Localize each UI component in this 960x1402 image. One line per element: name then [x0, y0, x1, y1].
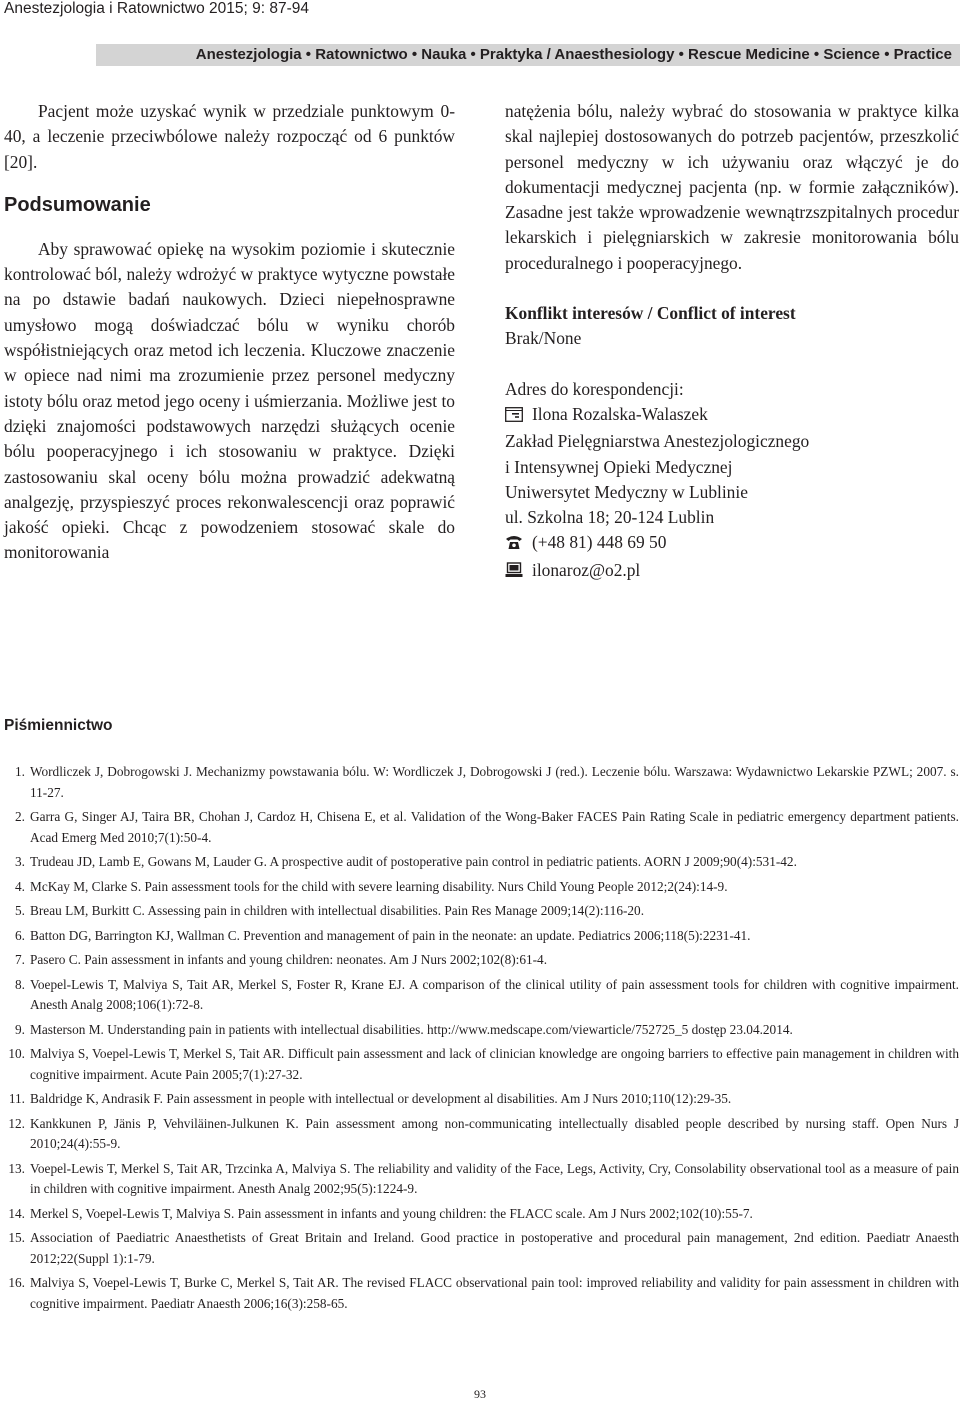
- envelope-icon: [505, 404, 523, 429]
- reference-number: 10.: [8, 1046, 25, 1061]
- reference-number: 1.: [15, 764, 25, 779]
- reference-number: 16.: [8, 1275, 25, 1290]
- reference-text: Malviya S, Voepel-Lewis T, Merkel S, Tait AR. Difficult pain assessment and lack of clinician knowledge are ongoing barriers to effective pain management in children with cognitive impairment. Acute Pain 2005;7(1):27-32.: [30, 1046, 959, 1082]
- university-line: Uniwersytet Medyczny w Lublinie: [505, 481, 748, 502]
- reference-text: Wordliczek J, Dobrogowski J. Mechanizmy powstawania bólu. W: Wordliczek J, Dobrogowski J (red.). Leczenie bólu. Warszawa: Wydawnictwo Lekarskie PZWL; 2007. s. 11-27.: [30, 764, 959, 800]
- reference-text: Garra G, Singer AJ, Taira BR, Chohan J, Cardoz H, Chisena E, et al. Validation of the Wong-Baker FACES Pain Rating Scale in pediatric emergency department patients. Acad Emerg Med 2010;7(1):50-4.: [30, 809, 959, 845]
- contact-name: Ilona Rozalska-Walaszek: [532, 403, 708, 424]
- banner-text: Anestezjologia • Ratownictwo • Nauka • Praktyka / Anaesthesiology • Rescue Medicine • Science • Practice: [195, 46, 952, 63]
- reference-item: [0, 926, 960, 947]
- reference-text: Voepel-Lewis T, Merkel S, Tait AR, Trzcinka A, Malviya S. The reliability and validity of the Face, Legs, Activity, Cry, Consolability observational tool as a measure of pain in children with cognitive impairment. Anesth Analg 2002;95(5):1224-9.: [30, 1160, 959, 1196]
- reference-item: [0, 1020, 960, 1041]
- reference-number: 4.: [15, 878, 25, 894]
- reference-text: Malviya S, Voepel-Lewis T, Burke C, Merkel S, Tait AR. The revised FLACC observational pain tool: improved reliability and validity for pain assessment in children with cognitive impairment. Paediatr Anaesth 2006;16(3):258-65.: [30, 1275, 959, 1311]
- reference-text: Merkel S, Voepel-Lewis T, Malviya S. Pain assessment in infants and young children: the FLACC scale. Am J Nurs 2002;102(10):55-7.: [30, 1205, 753, 1221]
- phone-number: (+48 81) 448 69 50: [532, 532, 667, 553]
- contact-name-line: [505, 402, 959, 429]
- continuation-paragraph: natężenia bólu, należy wybrać do stosowania w praktyce kilka skal najlepiej dostosowanych do potrzeb pacjentów, przeszkolić personel medyczny w ich używaniu oraz włączyć je do dokumentacji medycznej pacjenta (np. w formie załączników). Zasadne jest także wprowadzenie wewnątrzszpitalnych procedur lekarskich i pielęgniarskich w zakresie monitorowania bólu proceduralnego i pooperacyjnego.: [505, 101, 959, 273]
- reference-number: 3.: [15, 854, 25, 869]
- reference-number: 13.: [8, 1160, 25, 1176]
- reference-number: 8.: [15, 976, 25, 992]
- reference-list: [0, 762, 960, 1318]
- reference-number: 7.: [15, 952, 25, 967]
- reference-number: 2.: [15, 809, 25, 824]
- reference-item: [0, 877, 960, 898]
- reference-item: [0, 1089, 960, 1110]
- reference-item: [0, 1273, 960, 1314]
- reference-text: Voepel-Lewis T, Malviya S, Tait AR, Merkel S, Foster R, Krane EJ. A comparison of the clinical utility of pain assessment tools for children with cognitive impairment. Anesth Analg 2008;106(1):72-8.: [30, 976, 959, 1012]
- reference-number: 9.: [15, 1021, 25, 1037]
- journal-banner: [96, 44, 960, 66]
- unit-line: i Intensywnej Opieki Medycznej: [505, 456, 733, 477]
- reference-text: McKay M, Clarke S. Pain assessment tools for the child with severe learning disability. Nurs Child Young People 2012;2(24):14-9.: [30, 878, 728, 894]
- reference-item: [0, 975, 960, 1016]
- reference-number: 14.: [8, 1205, 25, 1221]
- summary-paragraph: Aby sprawować opiekę na wysokim poziomie i skutecznie kontrolować ból, należy wdrożyć w praktyce wytyczne powstałe na po dstawie badań naukowych. Dzieci niepełnosprawne umysłowo mogą doświadczać bólu w wyniku chorób współistniejących oraz metod ich leczenia. Kluczowe znaczenie w opiece nad nimi ma zrozumienie przez personel medyczny istoty bólu oraz metod jego oceny i uśmierzania. Możliwe jest to dzięki znajomości podstawowych narzędzi służących ocenie bólu pooperacyjnego i ich stosowaniu w praktyce. Dzięki zastosowaniu skal oceny bólu można prowadzić adekwatną analgezję, przyspieszyć proces rekonwalescencji oraz poprawić jakość opieki. Chcąc z powodzeniem stosować skale do monitorowania: [4, 238, 455, 563]
- reference-text: Pasero C. Pain assessment in infants and young children: neonates. Am J Nurs 2002;102(8):61-4.: [30, 952, 548, 967]
- street-line: ul. Szkolna 18; 20-124 Lublin: [505, 507, 715, 528]
- phone-icon: [505, 532, 523, 557]
- department-line: Zakład Pielęgniarstwa Anestezjologicznego: [505, 431, 810, 452]
- address-label: Adres do korespondencji:: [505, 378, 684, 399]
- page-number: 93: [474, 1387, 486, 1401]
- reference-item: [0, 1159, 960, 1200]
- reference-text: Association of Paediatric Anaesthetists of Great Britain and Ireland. Good practice in postoperative and procedural pain management, 2nd edition. Paediatr Anaesth 2012;22(Suppl 1):1-79.: [30, 1230, 959, 1266]
- conflict-value: Brak/None: [505, 328, 582, 349]
- reference-number: 5.: [15, 903, 25, 918]
- reference-text: Kankkunen P, Jänis P, Vehviläinen-Julkunen K. Pain assessment among non-communicating intellectually disabled people described by nursing staff. Open Nurs J 2010;24(4):55-9.: [30, 1115, 959, 1151]
- reference-text: Masterson M. Understanding pain in patients with intellectual disabilities. http://www.medscape.com/viewarticle/752725_5 dostęp 23.04.2014.: [30, 1021, 793, 1037]
- reference-item: [0, 950, 960, 971]
- journal-citation: Anestezjologia i Ratownictwo 2015; 9: 87-94: [4, 0, 310, 17]
- reference-number: 12.: [8, 1115, 25, 1131]
- email-line: [505, 558, 959, 585]
- left-column: [4, 99, 455, 566]
- reference-text: Breau LM, Burkitt C. Assessing pain in children with intellectual disabilities. Pain Res Manage 2009;14(2):116-20.: [30, 903, 645, 918]
- references-heading: Piśmiennictwo: [4, 717, 113, 734]
- reference-text: Batton DG, Barrington KJ, Wallman C. Prevention and management of pain in the neonate: an update. Pediatrics 2006;118(5):2231-41.: [30, 927, 751, 943]
- summary-heading: Podsumowanie: [4, 193, 151, 216]
- reference-item: [0, 1114, 960, 1155]
- computer-icon: [505, 560, 523, 585]
- conflict-heading: Konflikt interesów / Conflict of interest: [505, 303, 796, 324]
- reference-text: Trudeau JD, Lamb E, Gowans M, Lauder G. A prospective audit of postoperative pain control in pediatric patients. AORN J 2009;90(4):531-42.: [30, 854, 797, 869]
- reference-item: [0, 1204, 960, 1225]
- reference-item: [0, 852, 960, 873]
- reference-item: [0, 901, 960, 922]
- reference-item: [0, 1044, 960, 1085]
- right-column: [505, 99, 959, 585]
- email-address: ilonaroz@o2.pl: [532, 559, 641, 580]
- phone-line: [505, 530, 959, 557]
- reference-item: [0, 1228, 960, 1269]
- reference-text: Baldridge K, Andrasik F. Pain assessment in people with intellectual or development al disabilities. Am J Nurs 2010;110(12):29-35.: [30, 1091, 732, 1106]
- reference-number: 11.: [8, 1091, 25, 1106]
- reference-number: 6.: [15, 927, 25, 943]
- reference-number: 15.: [8, 1230, 25, 1245]
- reference-item: [0, 762, 960, 803]
- reference-item: [0, 807, 960, 848]
- intro-paragraph: Pacjent może uzyskać wynik w przedziale punktowym 0-40, a leczenie przeciwbólowe należy rozpocząć od 6 punktów [20].: [4, 101, 455, 172]
